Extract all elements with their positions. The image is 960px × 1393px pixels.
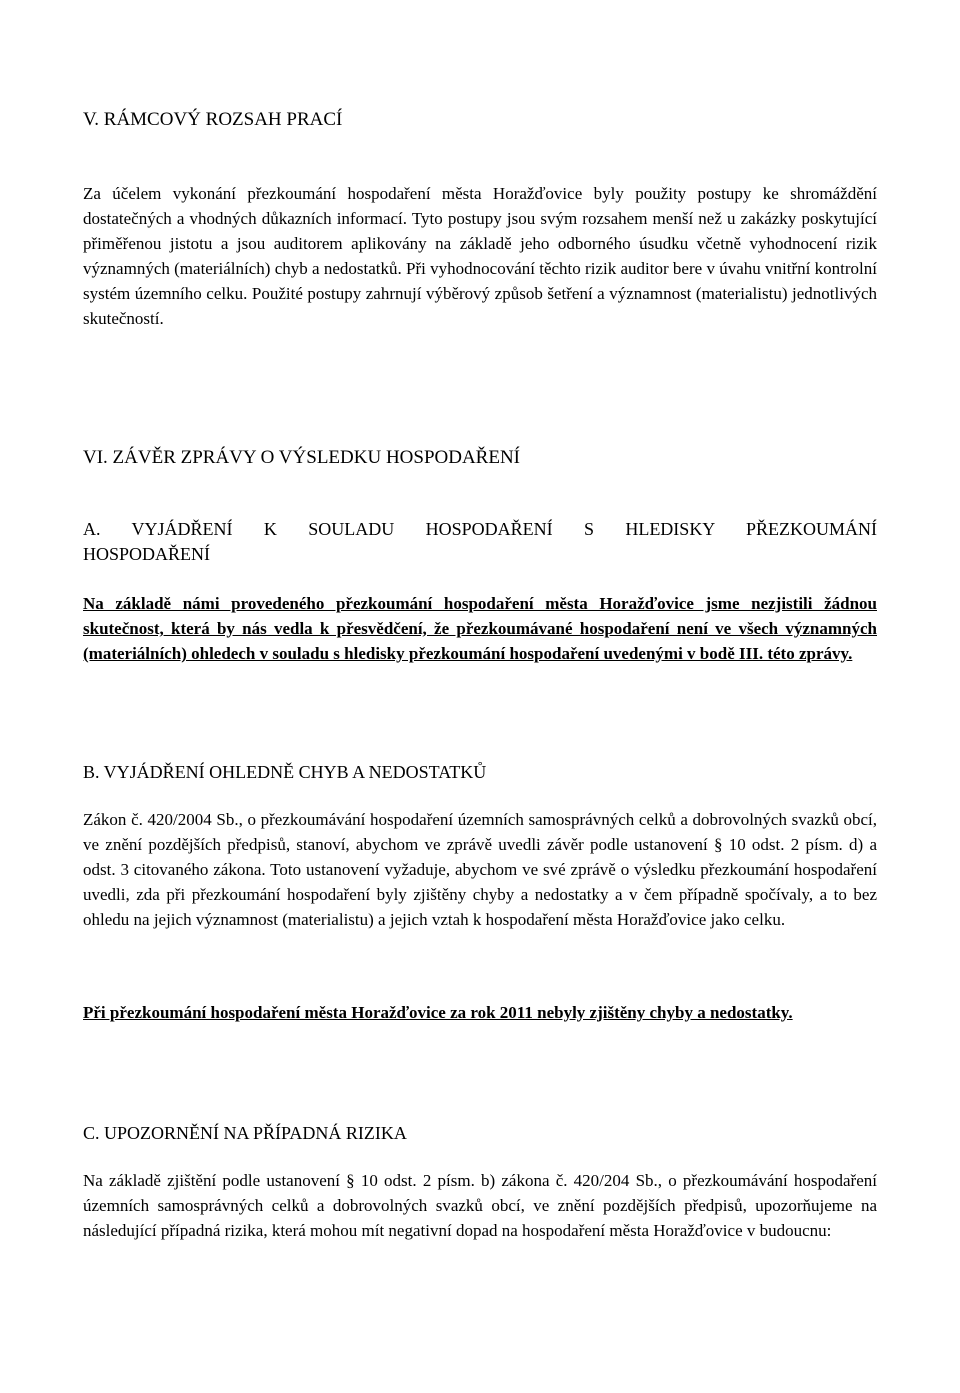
section-c-paragraph: Na základě zjištění podle ustanovení § 10 odst. 2 písm. b) zákona č. 420/204 Sb., o přezkoumávání hospodaření územních samosprávných celků a dobrovolných svazků obcí, ve znění pozdějších předpisů, upozorňujeme na následující případná rizika, která mohou mít negativní dopad na hospodaření města Horažďovice v budoucnu: — [83, 1171, 877, 1240]
section-b-paragraph: Zákon č. 420/2004 Sb., o přezkoumávání hospodaření územních samosprávných celků a dobrovolných svazků obcí, ve znění pozdějších předpisů, stanoví, abychom ve zprávě uvedli závěr podle ustanovení § 10 odst. 2 písm. d) a odst. 3 citovaného zákona. Toto ustanovení vyžaduje, abychom ve své zprávě o výsledku přezkoumání hospodaření uvedli, zda při přezkoumání hospodaření byly zjištěny chyby a nedostatky a v čem případně spočívaly, a to bez ohledu na jejich významnost (materialistu) a jejich vztah k hospodaření města Horažďovice jako celku. — [83, 810, 877, 929]
section-b-heading: B. VYJÁDŘENÍ OHLEDNĚ CHYB A NEDOSTATKŮ — [83, 762, 487, 782]
section-v-paragraph: Za účelem vykonání přezkoumání hospodaření města Horažďovice byly použity postupy ke shromáždění dostatečných a vhodných důkazních informací. Tyto postupy jsou svým rozsahem menší než u zakázky poskytující přiměřenou jistotu a jsou auditorem aplikovány na základě jeho odborného úsudku včetně vyhodnocení rizik významných (materiálních) chyb a nedostatků. Při vyhodnocování těchto rizik auditor bere v úvahu vnitřní kontrolní systém územního celku. Použité postupy zahrnují výběrový způsob šetření a významnost (materialistu) jednotlivých skutečností. — [83, 184, 877, 328]
section-a-heading-line1: A. VYJÁDŘENÍ K SOULADU HOSPODAŘENÍ S HLEDISKY PŘEZKOUMÁNÍ — [83, 519, 877, 539]
section-v-heading: V. RÁMCOVÝ ROZSAH PRACÍ — [83, 109, 343, 130]
section-c-heading: C. UPOZORNĚNÍ NA PŘÍPADNÁ RIZIKA — [83, 1123, 407, 1143]
section-a-heading-line2: HOSPODAŘENÍ — [83, 544, 211, 564]
section-vi-heading: VI. ZÁVĚR ZPRÁVY O VÝSLEDKU HOSPODAŘENÍ — [83, 447, 521, 468]
section-b-statement: Při přezkoumání hospodaření města Horažďovice za rok 2011 nebyly zjištěny chyby a nedostatky. — [83, 1003, 793, 1022]
section-a-statement: Na základě námi provedeného přezkoumání hospodaření města Horažďovice jsme nezjistili žádnou skutečnost, která by nás vedla k přesvědčení, že přezkoumávané hospodaření není ve všech významných (materiálních) ohledech v souladu s hledisky přezkoumání hospodaření uvedenými v bodě III. této zprávy. — [83, 594, 877, 663]
